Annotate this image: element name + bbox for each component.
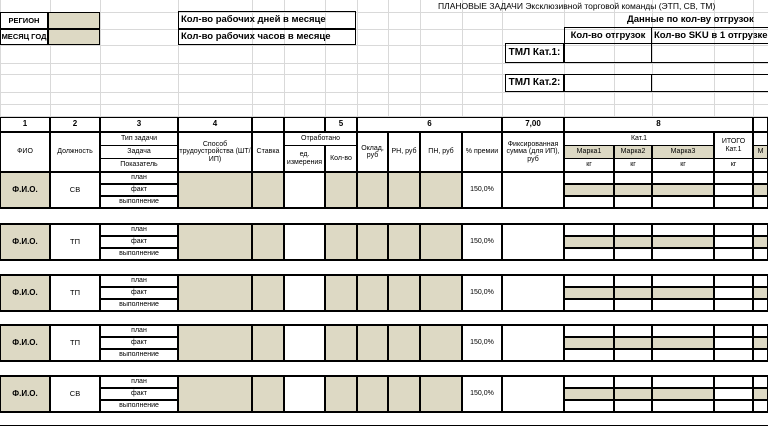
- plan-label: план: [100, 224, 178, 236]
- cut-exec-cell[interactable]: [753, 299, 768, 311]
- qty-input[interactable]: [325, 224, 357, 260]
- brand-fact-cell[interactable]: [564, 236, 614, 248]
- brand-fact-cell[interactable]: [652, 388, 714, 400]
- work-days-label: Кол-во рабочих дней в месяце: [178, 11, 356, 29]
- header-unit: ед. измерения: [284, 145, 325, 172]
- total-exec-cell[interactable]: [714, 400, 753, 412]
- header-brand3: Марка3: [652, 145, 714, 159]
- brand-fact-cell[interactable]: [652, 337, 714, 349]
- col-number-blank: [284, 117, 325, 132]
- employment-input[interactable]: [178, 275, 252, 311]
- qty-input[interactable]: [325, 376, 357, 412]
- tml-cat1-sku[interactable]: [651, 43, 768, 63]
- brand-exec-cell[interactable]: [564, 349, 614, 361]
- bonus-pct-cell[interactable]: 150,0%: [462, 275, 502, 311]
- brand-fact-cell[interactable]: [564, 388, 614, 400]
- sku-label: Кол-во SKU в 1 отгрузке: [651, 27, 768, 44]
- header-brand2: Марка2: [614, 145, 652, 159]
- gridline-horizontal: [0, 63, 768, 64]
- tml-cat2-label: ТМЛ Кат.2:: [505, 74, 564, 92]
- spacer-row: [0, 412, 768, 426]
- cut-exec-cell[interactable]: [753, 196, 768, 208]
- header-total-cat1: ИТОГО Кат.1: [714, 132, 753, 159]
- col-number-7: 7,00: [502, 117, 564, 132]
- brand-exec-cell[interactable]: [652, 248, 714, 260]
- brand-plan-cell[interactable]: [564, 325, 614, 337]
- position-cell[interactable]: СВ: [50, 376, 100, 412]
- region-input[interactable]: [48, 12, 100, 29]
- col-number-blank: [753, 117, 768, 132]
- brand-plan-cell[interactable]: [652, 275, 714, 287]
- cut-fact-cell[interactable]: [753, 236, 768, 248]
- brand-plan-cell[interactable]: [564, 224, 614, 236]
- header-employment: Способ трудоустройства (ШТ/ИП): [178, 132, 252, 172]
- header-kg-3: кг: [652, 158, 714, 172]
- cut-plan-cell[interactable]: [753, 275, 768, 287]
- fio-cell[interactable]: Ф.И.О.: [0, 275, 50, 311]
- plan-label: план: [100, 275, 178, 287]
- brand-exec-cell[interactable]: [652, 400, 714, 412]
- header-bonus-pct: % премии: [462, 132, 502, 172]
- qty-input[interactable]: [325, 325, 357, 361]
- total-fact-cell[interactable]: [714, 337, 753, 349]
- col-number-5: 5: [325, 117, 357, 132]
- total-plan-cell[interactable]: [714, 376, 753, 388]
- spacer-row: [0, 311, 768, 325]
- region-label: РЕГИОН: [0, 12, 48, 29]
- spacer-row: [0, 260, 768, 275]
- cut-plan-cell[interactable]: [753, 325, 768, 337]
- gridline-horizontal: [0, 104, 768, 105]
- header-indicator: Показатель: [100, 158, 178, 172]
- gridline-vertical: [357, 0, 358, 116]
- bonus-pct-cell[interactable]: 150,0%: [462, 325, 502, 361]
- unit-input[interactable]: [284, 325, 325, 361]
- cut-plan-cell[interactable]: [753, 376, 768, 388]
- header-kg-cut: [753, 158, 768, 172]
- pn-input[interactable]: [420, 325, 462, 361]
- bonus-pct-cell[interactable]: 150,0%: [462, 376, 502, 412]
- tml-cat1-shipments[interactable]: [564, 43, 652, 63]
- fact-label: факт: [100, 337, 178, 349]
- header-pn: ПН, руб: [420, 132, 462, 172]
- brand-plan-cell[interactable]: [614, 325, 652, 337]
- total-fact-cell[interactable]: [714, 184, 753, 196]
- salary-input[interactable]: [357, 275, 388, 311]
- brand-fact-cell[interactable]: [564, 337, 614, 349]
- fixed-sum-input[interactable]: [502, 376, 564, 412]
- header-position: Должность: [50, 132, 100, 172]
- brand-plan-cell[interactable]: [652, 224, 714, 236]
- brand-fact-cell[interactable]: [652, 184, 714, 196]
- unit-input[interactable]: [284, 275, 325, 311]
- fio-cell[interactable]: Ф.И.О.: [0, 325, 50, 361]
- work-hours-label: Кол-во рабочих часов в месяце: [178, 29, 356, 45]
- spacer-row: [0, 361, 768, 376]
- cut-plan-cell[interactable]: [753, 172, 768, 184]
- brand-fact-cell[interactable]: [652, 236, 714, 248]
- plan-label: план: [100, 172, 178, 184]
- unit-input[interactable]: [284, 376, 325, 412]
- header-qty: Кол-во: [325, 145, 357, 172]
- brand-fact-cell[interactable]: [564, 287, 614, 299]
- brand-plan-cell[interactable]: [564, 376, 614, 388]
- total-plan-cell[interactable]: [714, 172, 753, 184]
- fact-label: факт: [100, 388, 178, 400]
- exec-label: выполнение: [100, 196, 178, 208]
- employment-input[interactable]: [178, 376, 252, 412]
- gridline-vertical: [100, 0, 101, 116]
- unit-input[interactable]: [284, 172, 325, 208]
- fact-label: факт: [100, 236, 178, 248]
- brand-exec-cell[interactable]: [614, 248, 652, 260]
- bonus-pct-cell[interactable]: 150,0%: [462, 224, 502, 260]
- brand-fact-cell[interactable]: [614, 287, 652, 299]
- header-kg-total: кг: [714, 158, 753, 172]
- col-number-8: 8: [564, 117, 753, 132]
- exec-label: выполнение: [100, 400, 178, 412]
- brand-exec-cell[interactable]: [564, 299, 614, 311]
- brand-fact-cell[interactable]: [614, 337, 652, 349]
- total-exec-cell[interactable]: [714, 299, 753, 311]
- fixed-sum-input[interactable]: [502, 224, 564, 260]
- header-kg-2: кг: [614, 158, 652, 172]
- header-rn: РН, руб: [388, 132, 420, 172]
- brand-exec-cell[interactable]: [614, 349, 652, 361]
- spacer-row: [0, 208, 768, 224]
- cut-fact-cell[interactable]: [753, 388, 768, 400]
- exec-label: выполнение: [100, 299, 178, 311]
- pn-input[interactable]: [420, 275, 462, 311]
- fact-label: факт: [100, 184, 178, 196]
- position-cell[interactable]: ТП: [50, 325, 100, 361]
- cut-fact-cell[interactable]: [753, 287, 768, 299]
- fixed-sum-input[interactable]: [502, 325, 564, 361]
- brand-exec-cell[interactable]: [652, 299, 714, 311]
- fio-cell[interactable]: Ф.И.О.: [0, 224, 50, 260]
- tml-cat2-sku[interactable]: [651, 74, 768, 92]
- col-number-4: 4: [178, 117, 252, 132]
- salary-input[interactable]: [357, 224, 388, 260]
- cut-fact-cell[interactable]: [753, 184, 768, 196]
- col-number-2: 2: [50, 117, 100, 132]
- position-cell[interactable]: СВ: [50, 172, 100, 208]
- col-number-1: 1: [0, 117, 50, 132]
- plan-label: план: [100, 376, 178, 388]
- col-number-3: 3: [100, 117, 178, 132]
- total-exec-cell[interactable]: [714, 196, 753, 208]
- unit-input[interactable]: [284, 224, 325, 260]
- gridline-vertical: [388, 0, 389, 116]
- employment-input[interactable]: [178, 325, 252, 361]
- position-cell[interactable]: ТП: [50, 275, 100, 311]
- brand-fact-cell[interactable]: [614, 388, 652, 400]
- employment-input[interactable]: [178, 172, 252, 208]
- cut-fact-cell[interactable]: [753, 337, 768, 349]
- month-input[interactable]: [48, 29, 100, 45]
- brand-plan-cell[interactable]: [614, 172, 652, 184]
- brand-exec-cell[interactable]: [564, 196, 614, 208]
- rn-input[interactable]: [388, 376, 420, 412]
- position-cell[interactable]: ТП: [50, 224, 100, 260]
- salary-input[interactable]: [357, 325, 388, 361]
- brand-plan-cell[interactable]: [564, 275, 614, 287]
- brand-exec-cell[interactable]: [614, 196, 652, 208]
- rate-input[interactable]: [252, 325, 284, 361]
- cut-plan-cell[interactable]: [753, 224, 768, 236]
- brand-fact-cell[interactable]: [614, 236, 652, 248]
- gridline-horizontal: [0, 92, 768, 93]
- header-brand1: Марка1: [564, 145, 614, 159]
- header-cut-m: М: [753, 145, 768, 159]
- gridline-horizontal: [0, 12, 768, 13]
- header-cat1: Кат.1: [564, 132, 714, 146]
- fio-cell[interactable]: Ф.И.О.: [0, 172, 50, 208]
- exec-label: выполнение: [100, 248, 178, 260]
- brand-fact-cell[interactable]: [564, 184, 614, 196]
- brand-exec-cell[interactable]: [614, 299, 652, 311]
- header-worked: Отработано: [284, 132, 357, 146]
- qty-input[interactable]: [325, 275, 357, 311]
- gridline-vertical: [420, 0, 421, 116]
- rate-input[interactable]: [252, 376, 284, 412]
- employment-input[interactable]: [178, 224, 252, 260]
- total-fact-cell[interactable]: [714, 236, 753, 248]
- col-number-blank: [252, 117, 284, 132]
- brand-exec-cell[interactable]: [652, 196, 714, 208]
- total-fact-cell[interactable]: [714, 287, 753, 299]
- cut-exec-cell[interactable]: [753, 400, 768, 412]
- total-fact-cell[interactable]: [714, 388, 753, 400]
- header-salary: Оклад, руб: [357, 132, 388, 172]
- header-task-type: Тип задачи: [100, 132, 178, 146]
- header-kg-1: кг: [564, 158, 614, 172]
- rn-input[interactable]: [388, 224, 420, 260]
- header-rate: Ставка: [252, 132, 284, 172]
- sheet-title: ПЛАНОВЫЕ ЗАДАЧИ Эксклюзивной торговой команды (ЭТП, СВ, ТМ): [438, 1, 716, 11]
- total-plan-cell[interactable]: [714, 325, 753, 337]
- qty-input[interactable]: [325, 172, 357, 208]
- col-number-6: 6: [357, 117, 502, 132]
- header-task: Задача: [100, 145, 178, 159]
- fact-label: факт: [100, 287, 178, 299]
- bonus-pct-cell[interactable]: 150,0%: [462, 172, 502, 208]
- shipments-data-label: Данные по кол-ву отгрузок: [627, 14, 754, 25]
- brand-plan-cell[interactable]: [614, 224, 652, 236]
- gridline-vertical: [502, 0, 503, 116]
- tml-cat2-shipments[interactable]: [564, 74, 652, 92]
- rn-input[interactable]: [388, 275, 420, 311]
- brand-fact-cell[interactable]: [614, 184, 652, 196]
- rn-input[interactable]: [388, 172, 420, 208]
- brand-exec-cell[interactable]: [564, 400, 614, 412]
- fio-cell[interactable]: Ф.И.О.: [0, 376, 50, 412]
- rate-input[interactable]: [252, 275, 284, 311]
- month-label: МЕСЯЦ ГОД: [0, 29, 48, 45]
- salary-input[interactable]: [357, 376, 388, 412]
- brand-plan-cell[interactable]: [614, 275, 652, 287]
- brand-plan-cell[interactable]: [652, 172, 714, 184]
- salary-input[interactable]: [357, 172, 388, 208]
- brand-plan-cell[interactable]: [652, 325, 714, 337]
- fixed-sum-input[interactable]: [502, 172, 564, 208]
- total-plan-cell[interactable]: [714, 224, 753, 236]
- gridline-vertical: [462, 0, 463, 116]
- brand-exec-cell[interactable]: [564, 248, 614, 260]
- total-plan-cell[interactable]: [714, 275, 753, 287]
- header-fio: ФИО: [0, 132, 50, 172]
- brand-plan-cell[interactable]: [564, 172, 614, 184]
- cut-exec-cell[interactable]: [753, 349, 768, 361]
- header-cut-blank: [753, 132, 768, 146]
- total-exec-cell[interactable]: [714, 349, 753, 361]
- rn-input[interactable]: [388, 325, 420, 361]
- rate-input[interactable]: [252, 172, 284, 208]
- pn-input[interactable]: [420, 376, 462, 412]
- brand-plan-cell[interactable]: [614, 376, 652, 388]
- pn-input[interactable]: [420, 224, 462, 260]
- brand-exec-cell[interactable]: [614, 400, 652, 412]
- pn-input[interactable]: [420, 172, 462, 208]
- cut-exec-cell[interactable]: [753, 248, 768, 260]
- total-exec-cell[interactable]: [714, 248, 753, 260]
- exec-label: выполнение: [100, 349, 178, 361]
- tml-cat1-label: ТМЛ Кат.1:: [505, 43, 564, 63]
- brand-fact-cell[interactable]: [652, 287, 714, 299]
- fixed-sum-input[interactable]: [502, 275, 564, 311]
- shipments-count-label: Кол-во отгрузок: [564, 27, 652, 44]
- header-fixed-sum: Фиксированная сумма (для ИП), руб: [502, 132, 564, 172]
- plan-label: план: [100, 325, 178, 337]
- brand-exec-cell[interactable]: [652, 349, 714, 361]
- rate-input[interactable]: [252, 224, 284, 260]
- brand-plan-cell[interactable]: [652, 376, 714, 388]
